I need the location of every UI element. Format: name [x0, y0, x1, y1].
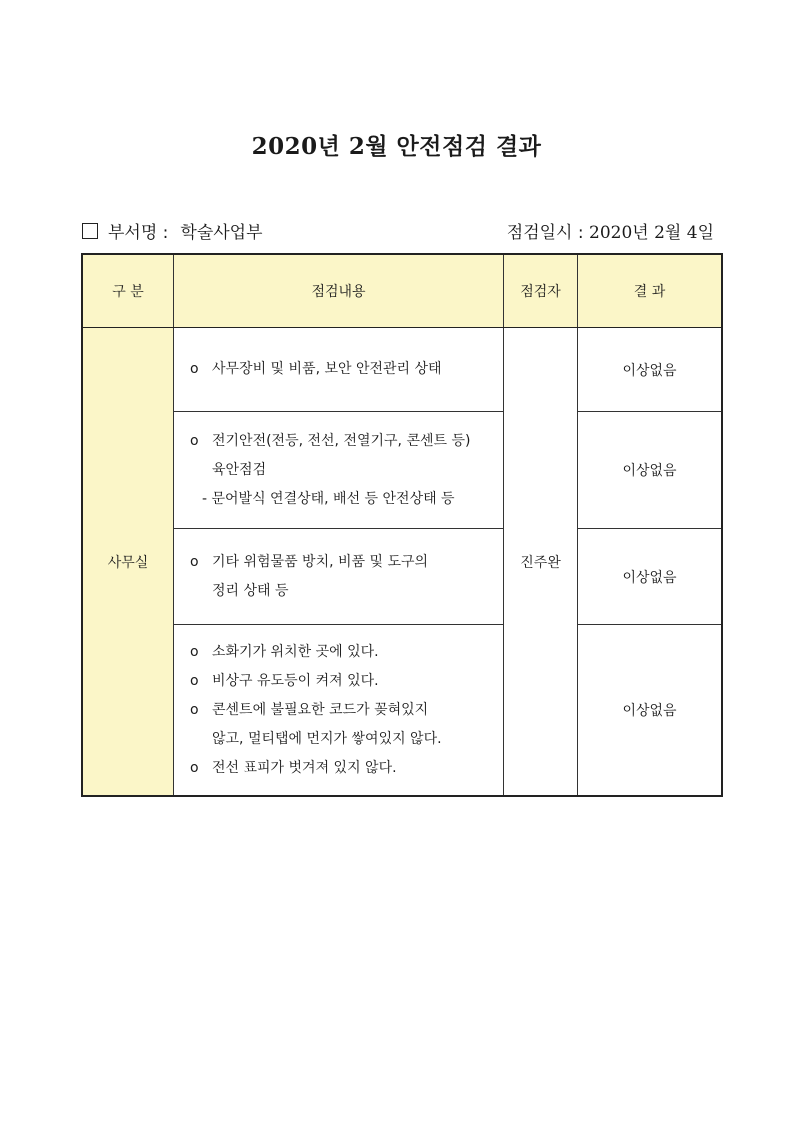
header-result: 결 과	[577, 255, 721, 327]
inspector-cell: 진주완	[503, 328, 577, 795]
bullet: o	[190, 432, 199, 449]
date-label: 점검일시 :	[506, 223, 584, 243]
content-line	[190, 485, 493, 514]
category-cell: 사무실	[83, 328, 173, 795]
content-line	[190, 456, 493, 485]
page-title: 2020년 2월 안전점검 결과	[251, 133, 542, 160]
bullet: o	[190, 759, 199, 776]
content-text: 전선 표피가 벗겨져 있지 않다.	[212, 759, 397, 776]
content-text: 소화기가 위치한 곳에 있다.	[212, 643, 379, 660]
content-text: 비상구 유도등이 켜져 있다.	[212, 672, 379, 689]
content-text: 기타 위험물품 방치, 비품 및 도구의	[212, 553, 429, 570]
bullet: o	[190, 672, 199, 689]
checkbox-icon	[82, 223, 98, 239]
content-text: 않고, 멀티탭에 먼지가 쌓여있지 않다.	[212, 730, 442, 747]
content-line	[190, 667, 493, 696]
bullet: o	[190, 553, 199, 570]
result-cell: 이상없음	[577, 411, 721, 528]
bullet: o	[190, 643, 199, 660]
content-line	[190, 427, 493, 456]
department	[82, 218, 263, 243]
inspection-date	[507, 218, 714, 243]
content-text: 육안점검	[212, 461, 267, 478]
content-text: 콘센트에 불필요한 코드가 꽂혀있지	[212, 701, 429, 718]
result-cell: 이상없음	[577, 328, 721, 411]
content-line	[190, 754, 493, 783]
content-line	[190, 548, 493, 577]
content-cell	[173, 624, 503, 795]
content-line	[190, 577, 493, 606]
content-cell	[173, 528, 503, 624]
content-text: - 문어발식 연결상태, 배선 등 안전상태 등	[202, 490, 455, 507]
content-line	[190, 696, 493, 725]
content-line	[190, 638, 493, 667]
result-cell: 이상없음	[577, 528, 721, 624]
header-content: 점검내용	[173, 255, 503, 327]
bullet: o	[190, 361, 199, 377]
inspection-table	[81, 253, 723, 797]
content-line	[190, 355, 493, 384]
content-line	[190, 725, 493, 754]
bullet: o	[190, 701, 199, 718]
meta-line	[82, 218, 714, 244]
date-value: 2020년 2월 4일	[589, 223, 714, 243]
result-cell: 이상없음	[577, 624, 721, 795]
department-label: 부서명 :	[108, 223, 169, 243]
content-text: 사무장비 및 비품, 보안 안전관리 상태	[212, 361, 442, 377]
header-inspector: 점검자	[503, 255, 577, 327]
header-category: 구 분	[83, 255, 173, 327]
content-text: 전기안전(전등, 전선, 전열기구, 콘센트 등)	[212, 432, 471, 449]
content-text: 정리 상태 등	[212, 582, 289, 599]
content-cell	[173, 411, 503, 528]
department-value: 학술사업부	[180, 223, 263, 243]
content-cell	[173, 328, 503, 411]
